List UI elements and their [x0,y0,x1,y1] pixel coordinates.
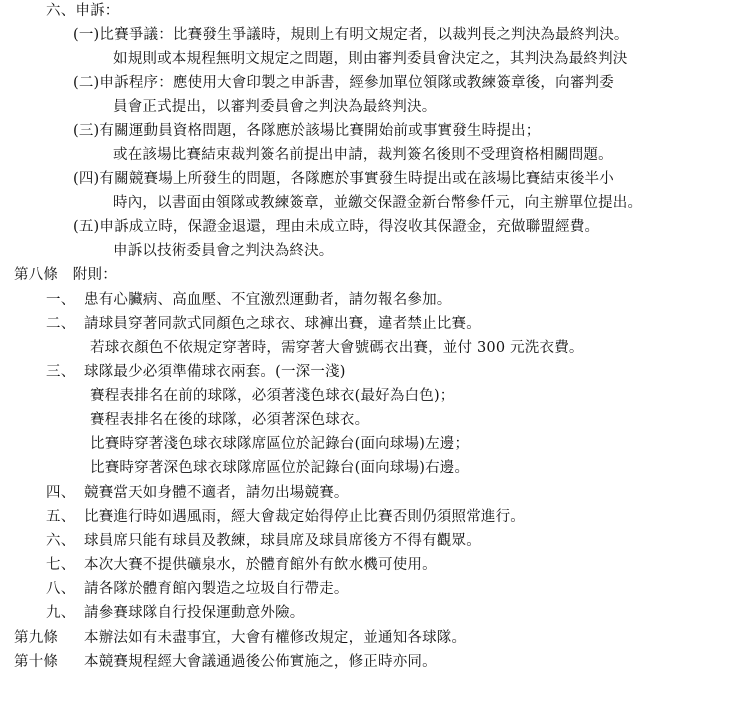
rule-item-7 [46,555,437,575]
rule-item-number: 六、 [46,533,76,549]
rule-item-3-continuation: 比賽時穿著淺色球衣球隊席區位於記錄台(面向球場)左邊； [90,436,470,452]
rule-item-text: 本次大賽不提供礦泉水，於體育館外有飲水機可使用。 [84,557,437,573]
article-nine-text: 本辦法如有未盡事宜，大會有權修改規定，並通知各球隊。 [84,630,467,646]
rule-item-number: 四、 [46,485,76,501]
appeal-item-text: 有關競賽場上所發生的問題，各隊應於事實發生時提出或在該場比賽結束後半小 [99,171,614,187]
rule-item-1 [46,290,452,310]
rule-item-5 [46,507,525,527]
appeal-item-5 [73,217,599,237]
appeal-item-text: 有關運動員資格問題，各隊應於該場比賽開始前或事實發生時提出； [99,123,541,139]
appeal-item-1 [73,25,629,45]
appeal-item-number: (二) [73,75,100,91]
rule-item-number: 二、 [46,316,76,332]
rule-item-number: 五、 [46,509,76,525]
section-six-heading: 六、申訴： [46,3,120,19]
rule-item-number: 九、 [46,605,76,621]
appeal-item-5-continuation: 申訴以技術委員會之判決為終決。 [113,243,334,259]
rule-item-3-continuation: 比賽時穿著深色球衣球隊席區位於記錄台(面向球場)右邊。 [90,460,470,476]
article-eight-heading: 第八條 附則： [14,267,117,283]
rule-item-number: 七、 [46,557,76,573]
rule-item-number: 八、 [46,581,76,597]
rule-item-4 [46,483,349,503]
rule-item-text: 比賽進行時如遇風雨，經大會裁定始得停止比賽否則仍須照常進行。 [84,509,525,525]
appeal-item-3-continuation: 或在該場比賽結束裁判簽名前提出申請，裁判簽名後則不受理資格相關問題。 [113,147,613,163]
appeal-item-text: 申訴程序：應使用大會印製之申訴書，經參加單位領隊或教練簽章後，向審判委 [99,75,614,91]
appeal-item-number: (四) [73,171,100,187]
appeal-item-4 [73,169,614,189]
rule-item-8 [46,579,349,599]
appeal-item-number: (三) [73,123,100,139]
rule-item-text: 球隊最少必須準備球衣兩套。(一深一淺) [84,364,346,380]
rule-item-text: 請球員穿著同款式同顏色之球衣、球褲出賽，違者禁止比賽。 [84,316,481,332]
rule-item-text: 請各隊於體育館內製造之垃圾自行帶走。 [84,581,349,597]
rule-item-number: 三、 [46,364,76,380]
rule-item-3-continuation: 賽程表排名在前的球隊，必須著淺色球衣(最好為白色)； [90,388,455,404]
rule-item-number: 一、 [46,292,76,308]
rule-item-2 [46,314,481,334]
rule-item-text: 患有心臟病、高血壓、不宜激烈運動者，請勿報名參加。 [84,292,452,308]
article-ten-text: 本競賽規程經大會議通過後公佈實施之，修正時亦同。 [84,654,437,670]
appeal-item-number: (一) [73,27,100,43]
article-ten [14,652,437,672]
rule-item-9 [46,603,305,623]
appeal-item-2 [73,73,614,93]
rule-item-text: 球員席只能有球員及教練，球員席及球員席後方不得有觀眾。 [84,533,481,549]
appeal-item-4-continuation: 時內，以書面由領隊或教練簽章，並繳交保證金新台幣參仟元，向主辦單位提出。 [113,195,643,211]
rule-item-text: 競賽當天如身體不適者，請勿出場競賽。 [84,485,349,501]
rule-item-3-continuation: 賽程表排名在後的球隊，必須著深色球衣。 [90,412,370,428]
rule-item-text: 請參賽球隊自行投保運動意外險。 [84,605,305,621]
appeal-item-number: (五) [73,219,100,235]
appeal-item-text: 比賽爭議：比賽發生爭議時，規則上有明文規定者，以裁判長之判決為最終判決。 [99,27,629,43]
rule-item-2-continuation: 若球衣顏色不依規定穿著時，需穿著大會號碼衣出賽，並付 300 元洗衣費。 [90,340,584,356]
rule-item-6 [46,531,481,551]
article-nine-label: 第九條 [14,630,59,646]
appeal-item-2-continuation: 員會正式提出，以審判委員會之判決為最終判決。 [113,99,437,115]
appeal-item-3 [73,121,540,141]
article-ten-label: 第十條 [14,654,59,670]
article-nine [14,628,466,648]
appeal-item-text: 申訴成立時，保證金退還，理由未成立時，得沒收其保證金，充做聯盟經費。 [99,219,600,235]
rule-item-3 [46,362,346,382]
appeal-item-1-continuation: 如規則或本規程無明文規定之問題，則由審判委員會決定之，其判決為最終判決 [113,51,628,67]
